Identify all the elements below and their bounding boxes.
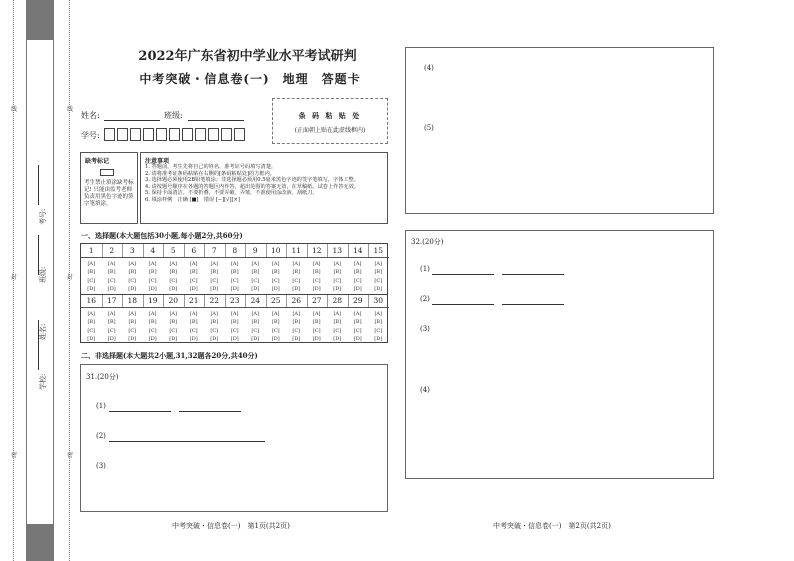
mc-option-bubble[interactable]: [A] [169, 261, 177, 267]
mc-option-bubble[interactable]: [B] [292, 319, 301, 326]
mc-option-bubble[interactable]: [B] [189, 319, 198, 326]
seal-char: 封 [67, 274, 74, 281]
mc-column-separator [286, 294, 287, 307]
mc-option-bubble[interactable]: [A] [189, 311, 198, 317]
mc-question-21 [184, 294, 205, 344]
mc-column-separator [163, 294, 164, 307]
mc-option-bubble[interactable]: [D] [189, 286, 198, 293]
mc-option-bubble[interactable]: [B] [169, 319, 178, 326]
strip-class-label: 班级: [39, 266, 47, 283]
mc-option-bubble[interactable]: [D] [128, 286, 137, 293]
notes-box [140, 152, 388, 224]
mc-question-20 [163, 294, 184, 344]
mc-option-bubble[interactable]: [A] [87, 311, 95, 317]
mc-option-bubble[interactable]: [D] [353, 286, 362, 293]
notes-list [145, 164, 387, 204]
mc-option-bubble[interactable]: [D] [230, 336, 239, 343]
notes-title: 注意事项 [145, 158, 170, 165]
mc-option-bubble[interactable]: [C] [374, 327, 383, 334]
mc-option-bubble[interactable]: [A] [292, 311, 300, 317]
section2-title: 二、非选择题(本大题共2小题,31,32题各20分,共40分) [81, 351, 258, 360]
mc-option-bubble[interactable]: [B] [374, 269, 383, 276]
mc-question-7 [204, 244, 225, 294]
note-item: 2. 请将准考证条码粘贴在右侧的[条码粘贴处]的方框内。 [145, 170, 275, 177]
mc-option-bubble[interactable]: [D] [210, 336, 219, 343]
mc-question-14 [348, 244, 369, 294]
mc-question-2 [102, 244, 123, 294]
answer-line[interactable] [179, 411, 241, 412]
mc-option-bubble[interactable]: [A] [353, 311, 362, 317]
mc-option-bubble[interactable]: [D] [374, 336, 383, 343]
mc-option-bubble[interactable]: [B] [312, 269, 321, 276]
mc-option-bubble[interactable]: [C] [251, 327, 260, 334]
mc-option-bubble[interactable]: [A] [312, 261, 321, 267]
mc-option-bubble[interactable]: [D] [107, 336, 116, 343]
mc-question-23 [225, 294, 246, 344]
note-item: 5. 保持卡面清洁，不要折叠、不要弄破、弄皱，不准使用涂改液、刮纸刀。 [145, 190, 318, 197]
mc-option-bubble[interactable]: [C] [271, 327, 280, 334]
mc-column-separator [266, 294, 267, 307]
mc-question-number: 21 [184, 294, 205, 308]
mc-option-bubble[interactable]: [C] [333, 277, 342, 284]
mc-question-number: 4 [143, 244, 164, 258]
q32-answer-area[interactable] [405, 230, 714, 479]
mc-column-separator [225, 294, 226, 307]
mc-option-bubble[interactable]: [A] [230, 261, 239, 267]
student-id-box[interactable] [169, 128, 180, 141]
mc-question-number: 19 [143, 294, 164, 308]
mc-column-separator [348, 294, 349, 307]
mc-option-bubble[interactable]: [C] [230, 277, 239, 284]
mc-option-bubble[interactable]: [C] [128, 277, 137, 284]
note-item: 3. 选择题必须使用2B铅笔填涂；非选择题必须用0.5毫米黑色字迹的签字笔填写，字体工整。 [145, 177, 359, 184]
mc-option-bubble[interactable]: [D] [333, 336, 342, 343]
mc-option-bubble[interactable]: [D] [312, 286, 321, 293]
mc-column-separator [266, 244, 267, 257]
mc-option-bubble[interactable]: [B] [292, 269, 301, 276]
seal-char: 线 [11, 106, 18, 113]
q32-part-4: (4) [420, 386, 430, 394]
mc-question-number: 24 [245, 294, 266, 308]
mc-column-separator [143, 244, 144, 257]
q31-part-2: (2) [96, 432, 106, 440]
barcode-area [272, 98, 388, 144]
strip-class-line [38, 235, 39, 275]
mc-column-separator [245, 294, 246, 307]
mc-column-separator [204, 244, 205, 257]
student-id-box[interactable] [182, 128, 193, 141]
answer-line[interactable] [502, 304, 564, 305]
mc-option-bubble[interactable]: [A] [128, 311, 136, 317]
mc-column-separator [102, 244, 103, 257]
mc-option-bubble[interactable]: [A] [107, 261, 116, 267]
class-field[interactable] [188, 120, 244, 121]
mc-column-separator [184, 244, 185, 257]
mc-option-bubble[interactable]: [D] [374, 286, 383, 293]
mc-option-bubble[interactable]: [D] [271, 286, 280, 293]
mc-option-bubble[interactable]: [A] [251, 261, 259, 267]
q32-part-1: (1) [420, 265, 430, 273]
mc-column-separator [286, 244, 287, 257]
mc-option-bubble[interactable]: [B] [251, 269, 260, 276]
footer-page-1: 中考突破・信息卷(一) 第1页(共2页) [172, 522, 290, 530]
strip-exam-no-line [38, 165, 39, 205]
mc-option-bubble[interactable]: [C] [210, 327, 219, 334]
mc-question-number: 6 [184, 244, 205, 258]
mc-option-bubble[interactable]: [A] [210, 261, 218, 267]
mc-option-bubble[interactable]: [B] [210, 269, 219, 276]
mc-option-bubble[interactable]: [B] [374, 319, 383, 326]
mc-option-bubble[interactable]: [A] [292, 261, 300, 267]
student-id-box[interactable] [117, 128, 128, 141]
mc-option-bubble[interactable]: [C] [87, 327, 96, 334]
mc-option-bubble[interactable]: [B] [210, 319, 219, 326]
mc-option-bubble[interactable]: [D] [210, 286, 219, 293]
mc-option-bubble[interactable]: [B] [148, 269, 157, 276]
mc-column-separator [143, 294, 144, 307]
barcode-title: 条 码 粘 贴 处 [298, 111, 362, 120]
mc-option-bubble[interactable]: [C] [169, 327, 178, 334]
mc-option-bubble[interactable]: [D] [353, 336, 362, 343]
mc-option-bubble[interactable]: [D] [169, 286, 178, 293]
q31-part-1: (1) [96, 402, 106, 410]
mc-option-bubble[interactable]: [C] [312, 277, 321, 284]
mc-question-24 [245, 294, 266, 344]
student-id-box[interactable] [234, 128, 245, 141]
seal-char: 线 [67, 106, 74, 113]
mc-question-15 [368, 244, 389, 294]
mc-question-26 [286, 294, 307, 344]
mc-question-number: 11 [286, 244, 307, 258]
mc-option-bubble[interactable]: [D] [189, 336, 198, 343]
mc-question-number: 7 [204, 244, 225, 258]
mc-question-6 [184, 244, 205, 294]
strip-exam-no-label: 考号: [39, 208, 47, 225]
q31-part-5: (5) [424, 124, 434, 132]
student-id-box[interactable] [104, 128, 115, 141]
answer-card-title: 中考突破・信息卷(一) 地理 答题卡 [139, 72, 361, 86]
mc-option-bubble[interactable]: [C] [292, 277, 301, 284]
mc-question-number: 9 [245, 244, 266, 258]
mc-question-30 [368, 294, 389, 344]
mc-option-bubble[interactable]: [D] [169, 336, 178, 343]
mc-option-bubble[interactable]: [B] [333, 269, 342, 276]
mc-option-bubble[interactable]: [D] [251, 286, 260, 293]
mc-option-bubble[interactable]: [B] [230, 319, 239, 326]
mc-option-bubble[interactable]: [A] [210, 311, 218, 317]
answer-line[interactable] [109, 411, 171, 412]
mc-option-bubble[interactable]: [C] [230, 327, 239, 334]
mc-option-bubble[interactable]: [A] [374, 311, 382, 317]
mc-option-bubble[interactable]: [A] [353, 261, 362, 267]
mc-option-bubble[interactable]: [C] [148, 327, 157, 334]
mc-column-separator [245, 244, 246, 257]
mc-option-bubble[interactable]: [B] [87, 269, 96, 276]
q32-heading: 32.(20分) [411, 238, 444, 246]
mc-question-number: 14 [348, 244, 369, 258]
mc-question-number: 3 [122, 244, 143, 258]
q32-part-2: (2) [420, 295, 430, 303]
mc-question-number: 13 [327, 244, 348, 258]
mc-question-13 [327, 244, 348, 294]
mc-option-bubble[interactable]: [C] [169, 277, 178, 284]
absent-mark-text: 考生禁止填涂缺考标记! 只能由监考老师负责用黑色字迹的签字笔填涂。 [84, 180, 134, 207]
mc-column-separator [102, 294, 103, 307]
mc-option-bubble[interactable]: [B] [353, 319, 362, 326]
mc-question-10 [266, 244, 287, 294]
mc-option-bubble[interactable]: [A] [230, 311, 239, 317]
strip-school-label: 学校: [39, 373, 47, 390]
mc-option-bubble[interactable]: [C] [251, 277, 260, 284]
mc-column-separator [184, 294, 185, 307]
mc-question-12 [307, 244, 328, 294]
mc-option-bubble[interactable]: [D] [292, 286, 301, 293]
note-item: 4. 请按题号顺序在各题的答题区内作答，超出范围的答案无效，在草稿纸、试卷上作答无效。 [145, 183, 360, 190]
mc-row-divider [81, 294, 387, 295]
mc-column-separator [327, 244, 328, 257]
mc-question-number: 16 [81, 294, 102, 308]
mc-option-bubble[interactable]: [A] [148, 311, 157, 317]
mc-question-3 [122, 244, 143, 294]
mc-option-bubble[interactable]: [A] [148, 261, 157, 267]
seal-char: 封 [11, 274, 18, 281]
mc-option-bubble[interactable]: [D] [87, 336, 96, 343]
mc-question-number: 27 [307, 294, 328, 308]
mc-option-bubble[interactable]: [C] [189, 277, 198, 284]
mc-option-bubble[interactable]: [A] [189, 261, 198, 267]
mc-option-bubble[interactable]: [D] [230, 286, 239, 293]
name-field[interactable] [104, 120, 160, 121]
answer-line[interactable] [502, 274, 564, 275]
mc-option-bubble[interactable]: [D] [148, 286, 157, 293]
mc-option-bubble[interactable]: [C] [210, 277, 219, 284]
absent-mark-checkbox[interactable] [100, 169, 114, 176]
mc-option-bubble[interactable]: [A] [374, 261, 382, 267]
mc-option-bubble[interactable]: [B] [107, 269, 116, 276]
mc-question-number: 25 [266, 294, 287, 308]
mc-option-bubble[interactable]: [D] [87, 286, 96, 293]
mc-question-8 [225, 244, 246, 294]
q31-heading: 31.(20分) [86, 373, 119, 381]
answer-line[interactable] [432, 304, 494, 305]
mc-question-number: 5 [163, 244, 184, 258]
mc-option-bubble[interactable]: [A] [333, 311, 341, 317]
mc-option-bubble[interactable]: [D] [292, 336, 301, 343]
mc-option-bubble[interactable]: [D] [312, 336, 321, 343]
q31-continued-area[interactable] [405, 47, 714, 214]
mc-question-9 [245, 244, 266, 294]
mc-question-1 [81, 244, 102, 294]
mc-question-number: 26 [286, 294, 307, 308]
mc-question-number: 28 [327, 294, 348, 308]
mc-question-number: 22 [204, 294, 225, 308]
mc-option-bubble[interactable]: [C] [189, 327, 198, 334]
mc-option-bubble[interactable]: [B] [148, 319, 157, 326]
mc-question-number: 30 [368, 294, 389, 308]
mc-question-5 [163, 244, 184, 294]
mc-option-bubble[interactable]: [C] [107, 327, 116, 334]
absent-mark-box [80, 152, 138, 224]
barcode-note: (正面朝上贴在此虚线框内) [294, 127, 366, 134]
mc-column-separator [122, 244, 123, 257]
mc-option-bubble[interactable]: [B] [230, 269, 239, 276]
mc-question-number: 29 [348, 294, 369, 308]
mc-option-bubble[interactable]: [C] [353, 277, 362, 284]
exam-title: 2022年广东省初中学业水平考试研判 [138, 49, 357, 64]
class-label: 班级: [164, 111, 183, 120]
mc-option-bubble[interactable]: [C] [312, 327, 321, 334]
mc-question-number: 15 [368, 244, 389, 258]
mc-question-number: 17 [102, 294, 123, 308]
q31-part-4: (4) [424, 64, 434, 72]
mc-option-bubble[interactable]: [C] [271, 277, 280, 284]
student-id-label: 学号: [81, 131, 100, 140]
mc-option-bubble[interactable]: [A] [271, 261, 280, 267]
answer-line[interactable] [109, 441, 265, 442]
mc-option-bubble[interactable]: [B] [87, 319, 96, 326]
mc-option-bubble[interactable]: [A] [312, 311, 321, 317]
mc-question-25 [266, 294, 287, 344]
mc-question-number: 10 [266, 244, 287, 258]
mc-option-bubble[interactable]: [C] [87, 277, 96, 284]
mc-option-bubble[interactable]: [B] [353, 269, 362, 276]
mc-option-bubble[interactable]: [A] [169, 311, 177, 317]
mc-option-bubble[interactable]: [A] [251, 311, 259, 317]
mc-column-separator [348, 244, 349, 257]
mc-column-separator [122, 294, 123, 307]
student-id-box[interactable] [208, 128, 219, 141]
mc-option-bubble[interactable]: [A] [87, 261, 95, 267]
student-id-box[interactable] [130, 128, 141, 141]
mc-option-bubble[interactable]: [B] [128, 319, 137, 326]
mc-option-bubble[interactable]: [D] [333, 286, 342, 293]
mc-option-bubble[interactable]: [C] [292, 327, 301, 334]
answer-line[interactable] [432, 274, 494, 275]
student-id-box[interactable] [195, 128, 206, 141]
mc-question-number: 1 [81, 244, 102, 258]
strip-name-label: 姓名: [39, 323, 47, 340]
mc-question-number: 23 [225, 294, 246, 308]
mc-option-bubble[interactable]: [A] [107, 311, 116, 317]
mc-option-bubble[interactable]: [C] [148, 277, 157, 284]
binding-strip-top [26, 0, 54, 40]
mc-option-bubble[interactable]: [B] [251, 319, 260, 326]
mc-option-bubble[interactable]: [D] [148, 336, 157, 343]
mc-column-separator [307, 244, 308, 257]
mc-option-bubble[interactable]: [D] [251, 336, 260, 343]
q32-part-3: (3) [420, 325, 430, 333]
q31-answer-area[interactable] [80, 364, 388, 512]
mc-option-bubble[interactable]: [B] [333, 319, 342, 326]
mc-question-27 [307, 294, 328, 344]
mc-question-28 [327, 294, 348, 344]
absent-mark-title: 缺考标记 [85, 158, 110, 165]
mc-question-17 [102, 294, 123, 344]
mc-option-bubble[interactable]: [C] [128, 327, 137, 334]
mc-question-4 [143, 244, 164, 294]
mc-option-bubble[interactable]: [A] [271, 311, 280, 317]
student-id-box[interactable] [156, 128, 167, 141]
mc-option-bubble[interactable]: [C] [107, 277, 116, 284]
mc-option-bubble[interactable]: [B] [107, 319, 116, 326]
mc-option-bubble[interactable]: [B] [271, 269, 280, 276]
mc-question-number: 18 [122, 294, 143, 308]
seal-char: 密 [67, 452, 74, 459]
mc-option-bubble[interactable]: [D] [271, 336, 280, 343]
mc-question-22 [204, 294, 225, 344]
seal-char: 密 [11, 452, 18, 459]
mc-option-bubble[interactable]: [B] [169, 269, 178, 276]
section1-title: 一、选择题(本大题包括30小题,每小题2分,共60分) [81, 231, 243, 240]
mc-option-bubble[interactable]: [C] [353, 327, 362, 334]
mc-question-16 [81, 294, 102, 344]
mc-column-separator [163, 244, 164, 257]
mc-question-number: 2 [102, 244, 123, 258]
mc-column-separator [327, 294, 328, 307]
q31-part-3: (3) [96, 462, 106, 470]
mc-option-bubble[interactable]: [D] [107, 286, 116, 293]
note-item: 6. 填涂样例 正确 [■] 错误 [−][√][×] [145, 196, 240, 203]
binding-strip-bottom [26, 524, 54, 561]
multiple-choice-grid [80, 243, 388, 343]
mc-option-bubble[interactable]: [B] [189, 269, 198, 276]
student-id-box[interactable] [221, 128, 232, 141]
mc-question-number: 8 [225, 244, 246, 258]
mc-column-separator [368, 244, 369, 257]
mc-column-separator [307, 294, 308, 307]
mc-question-19 [143, 294, 164, 344]
mc-option-bubble[interactable]: [D] [128, 336, 137, 343]
mc-option-bubble[interactable]: [B] [128, 269, 137, 276]
mc-option-bubble[interactable]: [C] [333, 327, 342, 334]
mc-option-bubble[interactable]: [A] [333, 261, 341, 267]
mc-question-number: 20 [163, 294, 184, 308]
note-item: 1. 答题前，考生先将自己的姓名、准考证号码填写清楚。 [145, 164, 277, 170]
student-id-box[interactable] [143, 128, 154, 141]
mc-option-bubble[interactable]: [A] [128, 261, 136, 267]
mc-question-number: 12 [307, 244, 328, 258]
mc-option-bubble[interactable]: [C] [374, 277, 383, 284]
footer-page-2: 中考突破・信息卷(一) 第2页(共2页) [493, 522, 611, 530]
mc-question-29 [348, 294, 369, 344]
mc-question-11 [286, 244, 307, 294]
mc-column-separator [225, 244, 226, 257]
mc-question-18 [122, 294, 143, 344]
mc-option-bubble[interactable]: [B] [312, 319, 321, 326]
mc-column-separator [368, 294, 369, 307]
name-label: 姓名: [81, 111, 100, 120]
mc-option-bubble[interactable]: [B] [271, 319, 280, 326]
mc-column-separator [204, 294, 205, 307]
